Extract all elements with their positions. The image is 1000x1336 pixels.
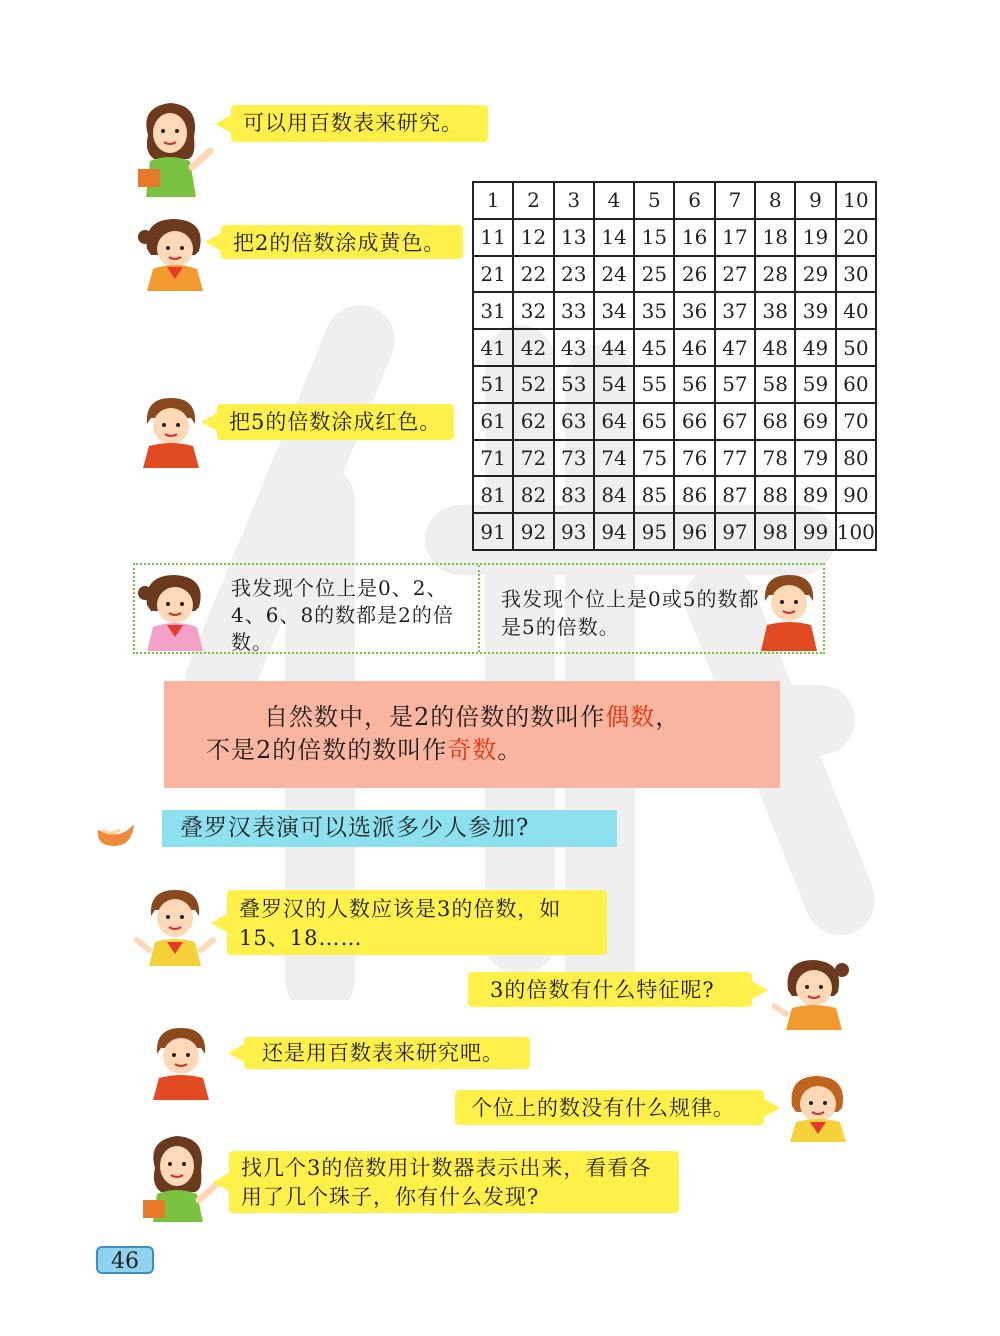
definition-box bbox=[164, 681, 780, 788]
hundred-chart-cell: 54 bbox=[594, 366, 634, 403]
hundred-chart-cell: 16 bbox=[674, 219, 714, 256]
hundred-chart-cell: 81 bbox=[473, 476, 513, 513]
hundred-chart-cell: 52 bbox=[513, 366, 553, 403]
hundred-chart-cell: 53 bbox=[554, 366, 594, 403]
hundred-chart-row bbox=[473, 476, 876, 513]
boy-figure bbox=[133, 886, 217, 966]
hundred-chart-cell: 12 bbox=[513, 219, 553, 256]
hundred-chart-cell: 17 bbox=[715, 219, 755, 256]
hundred-chart-cell: 6 bbox=[674, 182, 714, 219]
hundred-chart-cell: 95 bbox=[634, 513, 674, 550]
hundred-chart-cell: 7 bbox=[715, 182, 755, 219]
hundred-chart-cell: 91 bbox=[473, 513, 513, 550]
hundred-chart-cell: 19 bbox=[795, 219, 835, 256]
hundred-chart-cell: 2 bbox=[513, 182, 553, 219]
hundred-chart-cell: 80 bbox=[836, 440, 876, 477]
hundred-chart-cell: 38 bbox=[755, 292, 795, 329]
hundred-chart-cell: 59 bbox=[795, 366, 835, 403]
hundred-chart-cell: 83 bbox=[554, 476, 594, 513]
hundred-chart-cell: 37 bbox=[715, 292, 755, 329]
hundred-chart-cell: 29 bbox=[795, 256, 835, 293]
hundred-chart-cell: 74 bbox=[594, 440, 634, 477]
hundred-chart-cell: 93 bbox=[554, 513, 594, 550]
hundred-chart-cell: 40 bbox=[836, 292, 876, 329]
hundred-chart-cell: 18 bbox=[755, 219, 795, 256]
hundred-chart-cell: 44 bbox=[594, 329, 634, 366]
hundred-chart-cell: 48 bbox=[755, 329, 795, 366]
hundred-chart-cell: 82 bbox=[513, 476, 553, 513]
hundred-chart-row bbox=[473, 292, 876, 329]
hundred-chart-cell: 3 bbox=[554, 182, 594, 219]
hundred-chart-row bbox=[473, 219, 876, 256]
hundred-chart-cell: 21 bbox=[473, 256, 513, 293]
hundred-chart-cell: 28 bbox=[755, 256, 795, 293]
hundred-chart-cell: 50 bbox=[836, 329, 876, 366]
girl-figure bbox=[772, 956, 854, 1030]
speech-bubble: 个位上的数没有什么规律。 bbox=[455, 1090, 764, 1125]
question-marker-icon bbox=[94, 816, 136, 848]
speech-bubble: 找几个3的倍数用计数器表示出来，看看各用了几个珠子，你有什么发现? bbox=[229, 1151, 679, 1213]
term-even: 偶数 bbox=[605, 703, 656, 731]
hundred-chart-cell: 14 bbox=[594, 219, 634, 256]
girl-figure bbox=[780, 1072, 854, 1142]
hundred-chart-cell: 9 bbox=[795, 182, 835, 219]
hundred-chart-cell: 20 bbox=[836, 219, 876, 256]
hundred-chart-row bbox=[473, 366, 876, 403]
hundred-chart-cell: 67 bbox=[715, 403, 755, 440]
hundred-chart-cell: 60 bbox=[836, 366, 876, 403]
speech-bubble: 叠罗汉的人数应该是3的倍数，如15、18…… bbox=[227, 890, 607, 955]
hundred-chart-cell: 4 bbox=[594, 182, 634, 219]
hundred-chart-row bbox=[473, 329, 876, 366]
hundred-chart-row bbox=[473, 182, 876, 219]
hundred-chart-cell: 11 bbox=[473, 219, 513, 256]
hundred-chart-cell: 99 bbox=[795, 513, 835, 550]
hundred-chart-cell: 94 bbox=[594, 513, 634, 550]
definition-line-2: 不是2的倍数的数叫作奇数。 bbox=[206, 736, 523, 764]
page-number: 46 bbox=[96, 1246, 154, 1274]
hundred-chart-cell: 8 bbox=[755, 182, 795, 219]
speech-bubble: 把5的倍数涂成红色。 bbox=[217, 404, 454, 440]
teacher-figure bbox=[130, 97, 218, 197]
hundred-chart-cell: 85 bbox=[634, 476, 674, 513]
hundred-chart-cell: 96 bbox=[674, 513, 714, 550]
hundred-chart-cell: 79 bbox=[795, 440, 835, 477]
hundred-chart-cell: 35 bbox=[634, 292, 674, 329]
finding-left-text: 我发现个位上是0、2、4、6、8的数都是2的倍数。 bbox=[231, 576, 454, 654]
hundred-chart-row bbox=[473, 256, 876, 293]
hundred-chart-cell: 23 bbox=[554, 256, 594, 293]
hundred-chart-cell: 47 bbox=[715, 329, 755, 366]
hundred-chart-cell: 1 bbox=[473, 182, 513, 219]
teacher-figure bbox=[137, 1130, 221, 1222]
hundred-chart-cell: 57 bbox=[715, 366, 755, 403]
hundred-chart-cell: 22 bbox=[513, 256, 553, 293]
girl-figure bbox=[137, 571, 215, 651]
speech-bubble: 3的倍数有什么特征呢? bbox=[468, 972, 752, 1007]
boy-figure bbox=[135, 394, 207, 468]
girl-figure bbox=[137, 215, 215, 291]
hundred-chart-cell: 100 bbox=[836, 513, 876, 550]
speech-bubble: 把2的倍数涂成黄色。 bbox=[221, 225, 463, 259]
hundred-chart-cell: 78 bbox=[755, 440, 795, 477]
hundred-chart-cell: 58 bbox=[755, 366, 795, 403]
definition-line-1: 自然数中，是2的倍数的数叫作偶数， bbox=[264, 703, 681, 731]
hundred-chart-cell: 69 bbox=[795, 403, 835, 440]
hundred-chart-cell: 92 bbox=[513, 513, 553, 550]
hundred-chart-cell: 56 bbox=[674, 366, 714, 403]
hundred-chart-cell: 32 bbox=[513, 292, 553, 329]
hundred-chart-cell: 41 bbox=[473, 329, 513, 366]
hundred-chart-cell: 72 bbox=[513, 440, 553, 477]
hundred-chart-cell: 43 bbox=[554, 329, 594, 366]
hundred-chart-cell: 25 bbox=[634, 256, 674, 293]
hundred-chart-cell: 62 bbox=[513, 403, 553, 440]
hundred-chart-cell: 89 bbox=[795, 476, 835, 513]
hundred-chart-row bbox=[473, 513, 876, 550]
boy-figure bbox=[147, 1024, 215, 1100]
hundred-chart-row bbox=[473, 440, 876, 477]
hundred-chart-cell: 76 bbox=[674, 440, 714, 477]
divider bbox=[478, 565, 480, 652]
hundred-chart-cell: 42 bbox=[513, 329, 553, 366]
hundred-chart-cell: 70 bbox=[836, 403, 876, 440]
hundred-chart-cell: 39 bbox=[795, 292, 835, 329]
hundred-chart-cell: 98 bbox=[755, 513, 795, 550]
hundred-chart-cell: 64 bbox=[594, 403, 634, 440]
hundred-chart-cell: 10 bbox=[836, 182, 876, 219]
hundred-chart-cell: 63 bbox=[554, 403, 594, 440]
hundred-chart-cell: 30 bbox=[836, 256, 876, 293]
hundred-chart-cell: 71 bbox=[473, 440, 513, 477]
hundred-chart-cell: 46 bbox=[674, 329, 714, 366]
hundred-chart-cell: 24 bbox=[594, 256, 634, 293]
hundred-chart-cell: 26 bbox=[674, 256, 714, 293]
hundred-chart-cell: 90 bbox=[836, 476, 876, 513]
hundred-chart-cell: 34 bbox=[594, 292, 634, 329]
speech-bubble: 可以用百数表来研究。 bbox=[231, 105, 488, 142]
hundred-chart-cell: 33 bbox=[554, 292, 594, 329]
findings-box bbox=[133, 563, 825, 654]
hundred-chart bbox=[472, 181, 877, 551]
hundred-chart-cell: 75 bbox=[634, 440, 674, 477]
hundred-chart-cell: 77 bbox=[715, 440, 755, 477]
hundred-chart-cell: 87 bbox=[715, 476, 755, 513]
hundred-chart-cell: 61 bbox=[473, 403, 513, 440]
boy-figure bbox=[755, 571, 823, 651]
hundred-chart-cell: 31 bbox=[473, 292, 513, 329]
hundred-chart-cell: 13 bbox=[554, 219, 594, 256]
hundred-chart-cell: 45 bbox=[634, 329, 674, 366]
hundred-chart-cell: 68 bbox=[755, 403, 795, 440]
speech-bubble: 还是用百数表来研究吧。 bbox=[244, 1037, 530, 1069]
finding-right-text: 我发现个位上是0或5的数都是5的倍数。 bbox=[501, 587, 760, 639]
hundred-chart-cell: 27 bbox=[715, 256, 755, 293]
hundred-chart-cell: 88 bbox=[755, 476, 795, 513]
hundred-chart-cell: 15 bbox=[634, 219, 674, 256]
term-odd: 奇数 bbox=[447, 736, 498, 764]
hundred-chart-cell: 51 bbox=[473, 366, 513, 403]
hundred-chart-cell: 65 bbox=[634, 403, 674, 440]
hundred-chart-cell: 49 bbox=[795, 329, 835, 366]
hundred-chart-cell: 84 bbox=[594, 476, 634, 513]
hundred-chart-cell: 86 bbox=[674, 476, 714, 513]
hundred-chart-cell: 73 bbox=[554, 440, 594, 477]
hundred-chart-cell: 97 bbox=[715, 513, 755, 550]
hundred-chart-cell: 55 bbox=[634, 366, 674, 403]
question-bar: 叠罗汉表演可以选派多少人参加? bbox=[162, 810, 617, 847]
hundred-chart-cell: 36 bbox=[674, 292, 714, 329]
hundred-chart-cell: 66 bbox=[674, 403, 714, 440]
hundred-chart-row bbox=[473, 403, 876, 440]
hundred-chart-cell: 5 bbox=[634, 182, 674, 219]
